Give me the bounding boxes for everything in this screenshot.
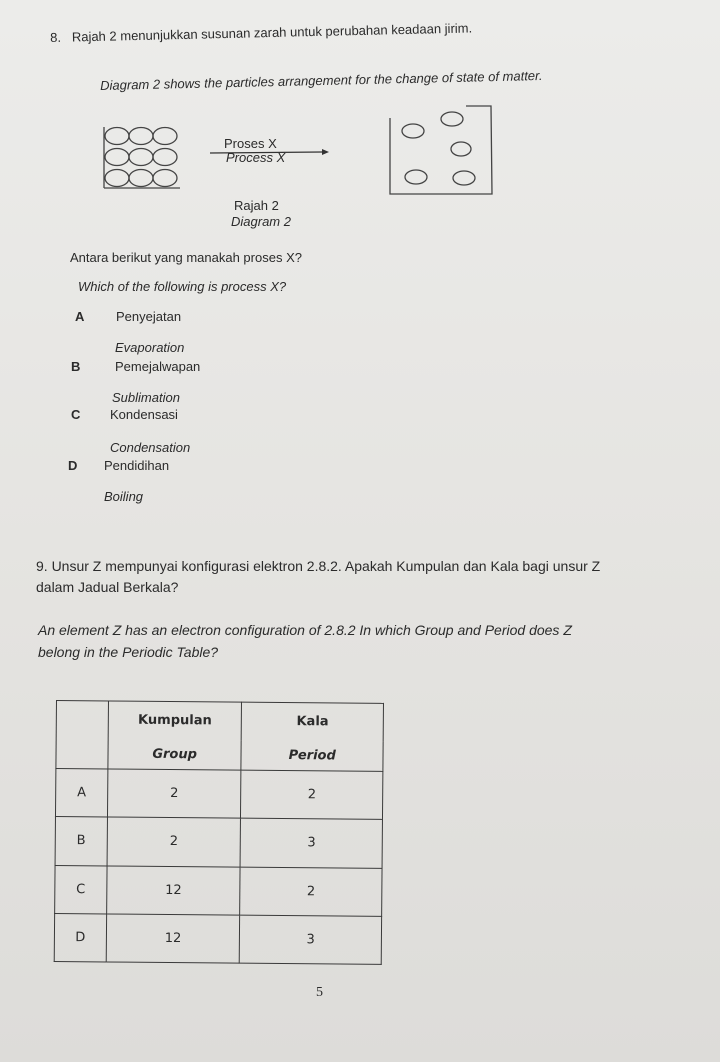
row-period: 3 (241, 818, 383, 867)
question-9-text-ms-line1: 9. Unsur Z mempunyai konfigurasi elektron 2.8.2. Apakah Kumpulan dan Kala bagi unsur Z (36, 558, 601, 574)
question-8-number: 8. (50, 29, 62, 45)
table-header-group: Group (108, 739, 242, 770)
table-header-blank-2 (56, 739, 108, 769)
question-9-text-en-line2: belong in the Periodic Table? (38, 644, 219, 660)
table-row (54, 913, 381, 964)
row-group: 12 (106, 914, 240, 963)
table-row (55, 769, 382, 820)
group-period-table (54, 700, 384, 965)
option-a-ms: Penyejatan (116, 309, 182, 324)
table-header-period: Period (241, 740, 383, 771)
row-letter: B (55, 817, 107, 866)
option-a-en: Evaporation (115, 340, 185, 355)
option-b-letter: B (71, 359, 81, 374)
row-letter: C (55, 865, 107, 914)
row-letter: D (54, 913, 106, 962)
question-8-text-ms (50, 20, 472, 45)
question-8-text-en: Diagram 2 shows the particles arrangement for the change of state of matter. (100, 67, 543, 93)
row-group: 2 (107, 769, 241, 818)
option-c-ms: Kondensasi (110, 407, 178, 422)
option-c-en: Condensation (110, 440, 191, 455)
option-d-ms: Pendidihan (104, 458, 170, 473)
table-header-kala: Kala (242, 702, 384, 741)
question-8-prompt-ms: Antara berikut yang manakah proses X? (70, 250, 302, 265)
question-9-text-en-line1: An element Z has an electron configuration of 2.8.2 In which Group and Period does Z (38, 622, 572, 638)
option-b-en: Sublimation (112, 390, 180, 405)
row-period: 2 (240, 867, 382, 916)
diagram-caption-ms: Rajah 2 (234, 198, 279, 213)
question-8-prompt-en: Which of the following is process X? (78, 279, 287, 294)
row-letter: A (55, 769, 107, 818)
diagram-gas-particles (388, 104, 494, 196)
page-number: 5 (316, 985, 323, 1000)
diagram-caption-en: Diagram 2 (231, 214, 291, 229)
question-8-stem-ms: Rajah 2 menunjukkan susunan zarah untuk perubahan keadaan jirim. (71, 20, 473, 45)
row-group: 12 (106, 865, 240, 914)
table-row (55, 817, 382, 868)
row-group: 2 (107, 817, 241, 866)
table-header-kumpulan: Kumpulan (108, 701, 242, 740)
row-period: 2 (241, 770, 383, 819)
option-a-letter: A (75, 309, 85, 324)
diagram-solid-particles (102, 125, 182, 189)
question-9-text-ms-line2: dalam Jadual Berkala? (36, 579, 179, 595)
option-d-letter: D (68, 458, 78, 473)
option-c-letter: C (71, 407, 81, 422)
table-row (55, 865, 382, 916)
option-d-en: Boiling (104, 489, 144, 504)
row-period: 3 (240, 915, 382, 964)
arrow-label-en: Process X (226, 150, 286, 165)
option-b-ms: Pemejalwapan (115, 359, 201, 374)
table-header-blank (56, 701, 108, 739)
arrow-label-ms: Proses X (224, 136, 277, 151)
